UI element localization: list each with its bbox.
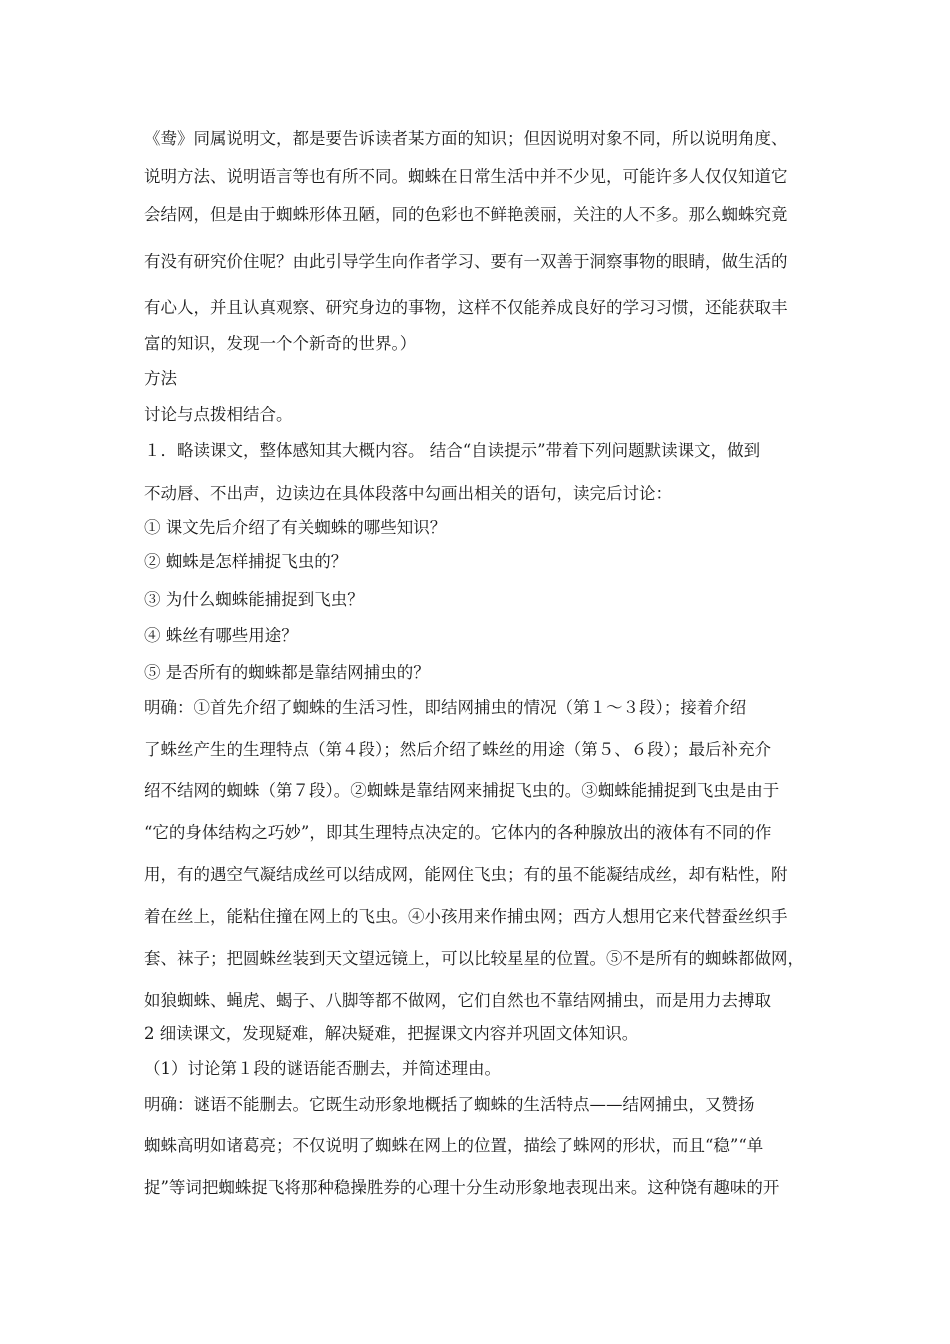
text-line: 讨论与点拨相结合。 — [144, 405, 293, 424]
text-line: 蜘蛛高明如诸葛亮；不仅说明了蜘蛛在网上的位置，描绘了蛛网的形状，而且“稳”“单 — [144, 1136, 764, 1155]
text-line: 有没有研究价住呢？由此引导学生向作者学习、要有一双善于洞察事物的眼睛，做生活的 — [144, 252, 788, 271]
text-line: 套、袜子；把圆蛛丝装到天文望远镜上，可以比较星星的位置。⑤不是所有的蜘蛛都做网， — [144, 949, 804, 968]
text-line: 着在丝上，能粘住撞在网上的飞虫。④小孩用来作捕虫网；西方人想用它来代替蚕丝织手 — [144, 907, 788, 926]
question-item: ② 蜘蛛是怎样捕捉飞虫的？ — [144, 552, 348, 571]
text-line: 用，有的遇空气凝结成丝可以结成网，能网住飞虫；有的虽不能凝结成丝，却有粘性，附 — [144, 865, 788, 884]
text-line: 不动唇、不出声，边读边在具体段落中勾画出相关的语句，读完后讨论： — [144, 484, 672, 503]
text-line: 2 细读课文，发现疑难，解决疑难，把握课文内容并巩固文体知识。 — [144, 1024, 639, 1043]
text-line: 会结网，但是由于蜘蛛形体丑陋，同的色彩也不鲜艳羡丽，关注的人不多。那么蜘蛛究竟 — [144, 205, 788, 224]
section-heading: 方法 — [144, 369, 177, 388]
text-line: 《鸯》同属说明文，都是要告诉读者某方面的知识；但因说明对象不同，所以说明角度、 — [144, 129, 788, 148]
text-line: 有心人，并且认真观察、研究身边的事物，这样不仅能养成良好的学习习惯，还能获取丰 — [144, 298, 788, 317]
text-line: １．略读课文，整体感知其大概内容。 结合“自读提示”带着下列问题默读课文，做到 — [144, 441, 761, 460]
text-line: “它的身体结构之巧妙”，即其生理特点决定的。它体内的各种腺放出的液体有不同的作 — [144, 823, 772, 842]
text-line: 如狼蜘蛛、蝇虎、蝎子、八脚等都不做网，它们自然也不靠结网捕虫，而是用力去搏取 — [144, 991, 771, 1010]
text-line: 说明方法、说明语言等也有所不同。蜘蛛在日常生活中并不少见，可能许多人仅仅知道它 — [144, 167, 788, 186]
text-line: 绍不结网的蜘蛛（第７段）。②蜘蛛是靠结网来捕捉飞虫的。③蜘蛛能捕捉到飞虫是由于 — [144, 781, 780, 800]
question-item: ① 课文先后介绍了有关蜘蛛的哪些知识？ — [144, 518, 447, 537]
text-line: 了蛛丝产生的生理特点（第４段）；然后介绍了蛛丝的用途（第５、６段）；最后补充介 — [144, 740, 771, 759]
question-item: ⑤ 是否所有的蜘蛛都是靠结网捕虫的？ — [144, 663, 430, 682]
text-line: 捉”等词把蜘蛛捉飞将那种稳操胜券的心理十分生动形象地表现出来。这种饶有趣味的开 — [144, 1178, 780, 1197]
question-item: ③ 为什么蜘蛛能捕捉到飞虫？ — [144, 590, 364, 609]
text-line: （1）讨论第１段的谜语能否删去，并简述理由。 — [144, 1059, 501, 1078]
text-line: 明确：①首先介绍了蜘蛛的生活习性，即结网捕虫的情况（第１～３段）；接着介绍 — [144, 698, 747, 717]
text-line: 明确：谜语不能删去。它既生动形象地概括了蜘蛛的生活特点——结网捕虫，又赞扬 — [144, 1095, 755, 1114]
text-line: 富的知识，发现一个个新奇的世界。） — [144, 334, 417, 353]
question-item: ④ 蛛丝有哪些用途？ — [144, 626, 298, 645]
